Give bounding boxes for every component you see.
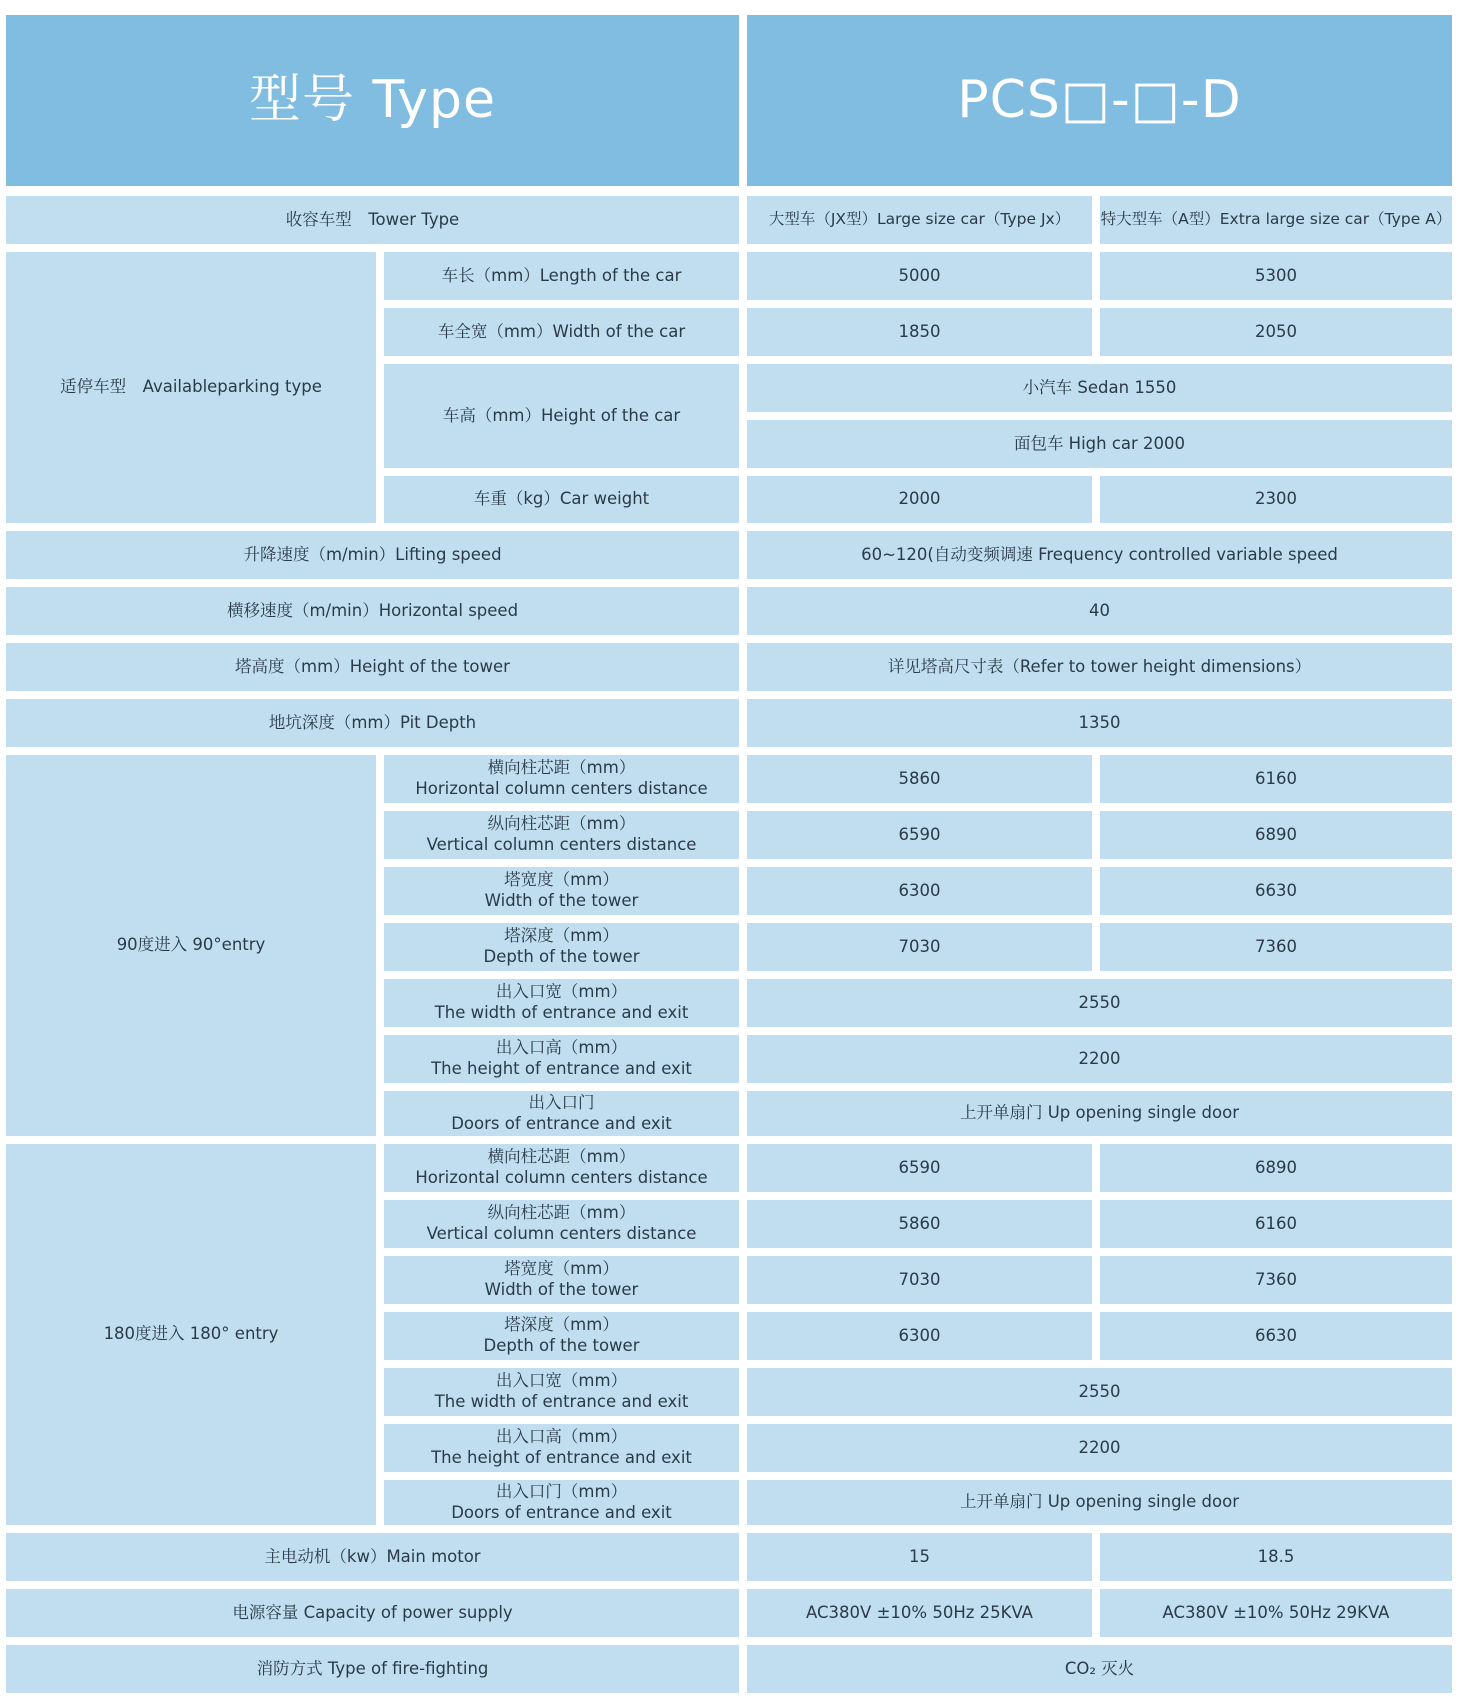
- entry-180-row-label: [384, 1256, 739, 1304]
- entry-180-row-label: [384, 1144, 739, 1192]
- row-label-en: Horizontal column centers distance: [415, 1168, 708, 1187]
- row-label-cn: 塔深度（mm）: [504, 926, 619, 946]
- entry-180-value-xlarge: 7360: [1100, 1256, 1452, 1304]
- row-label-en: Doors of entrance and exit: [451, 1113, 672, 1133]
- row-label-cn: 塔宽度（mm）: [504, 1259, 619, 1279]
- row-label-en: Doors of entrance and exit: [451, 1502, 672, 1522]
- row-label-cn: 横向柱芯距（mm）: [487, 758, 636, 778]
- main-motor-xlarge: 18.5: [1100, 1533, 1452, 1581]
- power-supply-xlarge: AC380V ±10% 50Hz 29KVA: [1100, 1589, 1452, 1637]
- car-width-xlarge: 2050: [1100, 308, 1452, 356]
- row-label-cn: 塔宽度（mm）: [504, 870, 619, 890]
- fire-fighting-label: 消防方式 Type of fire-fighting: [6, 1645, 739, 1693]
- entry-180-row-label: [384, 1480, 739, 1525]
- model-header: [747, 15, 1452, 186]
- row-label-en: Vertical column centers distance: [426, 835, 697, 854]
- car-length-large: 5000: [747, 252, 1092, 300]
- car-width-label: 车全宽（mm）Width of the car: [384, 308, 739, 356]
- entry-90-row-label: [384, 979, 739, 1027]
- main-motor-label: 主电动机（kw）Main motor: [6, 1533, 739, 1581]
- row-label-cn: 纵向柱芯距（mm）: [487, 814, 636, 834]
- entry-90-row-label: [384, 811, 739, 859]
- entry-90-value-xlarge: 6160: [1100, 755, 1452, 803]
- power-supply-label: 电源容量 Capacity of power supply: [6, 1589, 739, 1637]
- row-label-en: The height of entrance and exit: [431, 1059, 692, 1078]
- entry-90-value-xlarge: 7360: [1100, 923, 1452, 971]
- row-label-en: The height of entrance and exit: [431, 1448, 692, 1467]
- row-label-en: The width of entrance and exit: [434, 1003, 689, 1022]
- car-weight-large: 2000: [747, 476, 1092, 523]
- tower-height-value: 详见塔高尺寸表（Refer to tower height dimensions）: [747, 643, 1452, 691]
- entry-180-value-large: 7030: [747, 1256, 1092, 1304]
- entry-180-value: 2550: [747, 1368, 1452, 1416]
- entry-90-row-label: [384, 1091, 739, 1136]
- entry-180-row-label: [384, 1312, 739, 1360]
- entry-90-row-label: [384, 1035, 739, 1083]
- entry-90-row-label: [384, 755, 739, 803]
- model-header-label: PCS□-□-D: [957, 70, 1242, 130]
- row-label-en: Depth of the tower: [483, 1336, 640, 1355]
- entry-90-row-label: [384, 867, 739, 915]
- entry-90-value-large: 6590: [747, 811, 1092, 859]
- row-label-cn: 纵向柱芯距（mm）: [487, 1203, 636, 1223]
- row-label-en: Width of the tower: [484, 1280, 639, 1299]
- lifting-speed-value: 60~120(自动变频调速 Frequency controlled variable speed: [747, 531, 1452, 579]
- row-label-cn: 出入口宽（mm）: [495, 982, 628, 1002]
- row-label-en: Depth of the tower: [483, 947, 640, 966]
- entry-180-value-xlarge: 6160: [1100, 1200, 1452, 1248]
- entry-180-label: 180度进入 180° entry: [6, 1144, 376, 1525]
- type-header: [6, 15, 739, 186]
- entry-180-row-label: [384, 1200, 739, 1248]
- tower-type-large: 大型车（JX型）Large size car（Type Jx）: [747, 196, 1092, 244]
- entry-180-row-label: [384, 1424, 739, 1472]
- car-height-label: 车高（mm）Height of the car: [384, 364, 739, 468]
- type-header-label: 型号 Type: [249, 70, 496, 130]
- car-length-label: 车长（mm）Length of the car: [384, 252, 739, 300]
- entry-180-value: 2200: [747, 1424, 1452, 1472]
- entry-180-value-xlarge: 6890: [1100, 1144, 1452, 1192]
- row-label-cn: 出入口高（mm）: [495, 1427, 628, 1447]
- entry-180-value-large: 6300: [747, 1312, 1092, 1360]
- entry-90-value-xlarge: 6630: [1100, 867, 1452, 915]
- power-supply-large: AC380V ±10% 50Hz 25KVA: [747, 1589, 1092, 1637]
- car-height-high: 面包车 High car 2000: [747, 420, 1452, 468]
- pit-depth-label: 地坑深度（mm）Pit Depth: [6, 699, 739, 747]
- car-weight-label: 车重（kg）Car weight: [384, 476, 739, 523]
- tower-height-label: 塔高度（mm）Height of the tower: [6, 643, 739, 691]
- car-height-sedan: 小汽车 Sedan 1550: [747, 364, 1452, 412]
- entry-90-value: 2200: [747, 1035, 1452, 1083]
- lifting-speed-label: 升降速度（m/min）Lifting speed: [6, 531, 739, 579]
- entry-90-value-large: 5860: [747, 755, 1092, 803]
- row-label-cn: 出入口宽（mm）: [495, 1371, 628, 1391]
- horizontal-speed-value: 40: [747, 587, 1452, 635]
- entry-90-value-large: 7030: [747, 923, 1092, 971]
- tower-type-xlarge: 特大型车（A型）Extra large size car（Type A）: [1100, 196, 1452, 244]
- entry-90-label: 90度进入 90°entry: [6, 755, 376, 1136]
- entry-90-row-label: [384, 923, 739, 971]
- row-label-en: Horizontal column centers distance: [415, 779, 708, 798]
- entry-180-value-large: 6590: [747, 1144, 1092, 1192]
- horizontal-speed-label: 横移速度（m/min）Horizontal speed: [6, 587, 739, 635]
- entry-90-value-large: 6300: [747, 867, 1092, 915]
- row-label-en: Width of the tower: [484, 891, 639, 910]
- car-weight-xlarge: 2300: [1100, 476, 1452, 523]
- pit-depth-value: 1350: [747, 699, 1452, 747]
- car-width-large: 1850: [747, 308, 1092, 356]
- row-label-cn: 出入口门: [528, 1092, 595, 1112]
- row-label-cn: 塔深度（mm）: [504, 1315, 619, 1335]
- entry-180-row-label: [384, 1368, 739, 1416]
- parking-type-label: 适停车型 Availableparking type: [6, 252, 376, 523]
- entry-90-value: 上开单扇门 Up opening single door: [747, 1091, 1452, 1136]
- entry-90-value: 2550: [747, 979, 1452, 1027]
- fire-fighting-value: CO₂ 灭火: [747, 1645, 1452, 1693]
- row-label-en: The width of entrance and exit: [434, 1392, 689, 1411]
- entry-180-value-large: 5860: [747, 1200, 1092, 1248]
- row-label-en: Vertical column centers distance: [426, 1224, 697, 1243]
- entry-180-value: 上开单扇门 Up opening single door: [747, 1480, 1452, 1525]
- row-label-cn: 出入口高（mm）: [495, 1038, 628, 1058]
- entry-90-value-xlarge: 6890: [1100, 811, 1452, 859]
- tower-type-label: 收容车型 Tower Type: [6, 196, 739, 244]
- row-label-cn: 横向柱芯距（mm）: [487, 1147, 636, 1167]
- entry-180-value-xlarge: 6630: [1100, 1312, 1452, 1360]
- car-length-xlarge: 5300: [1100, 252, 1452, 300]
- row-label-cn: 出入口门（mm）: [495, 1481, 628, 1501]
- main-motor-large: 15: [747, 1533, 1092, 1581]
